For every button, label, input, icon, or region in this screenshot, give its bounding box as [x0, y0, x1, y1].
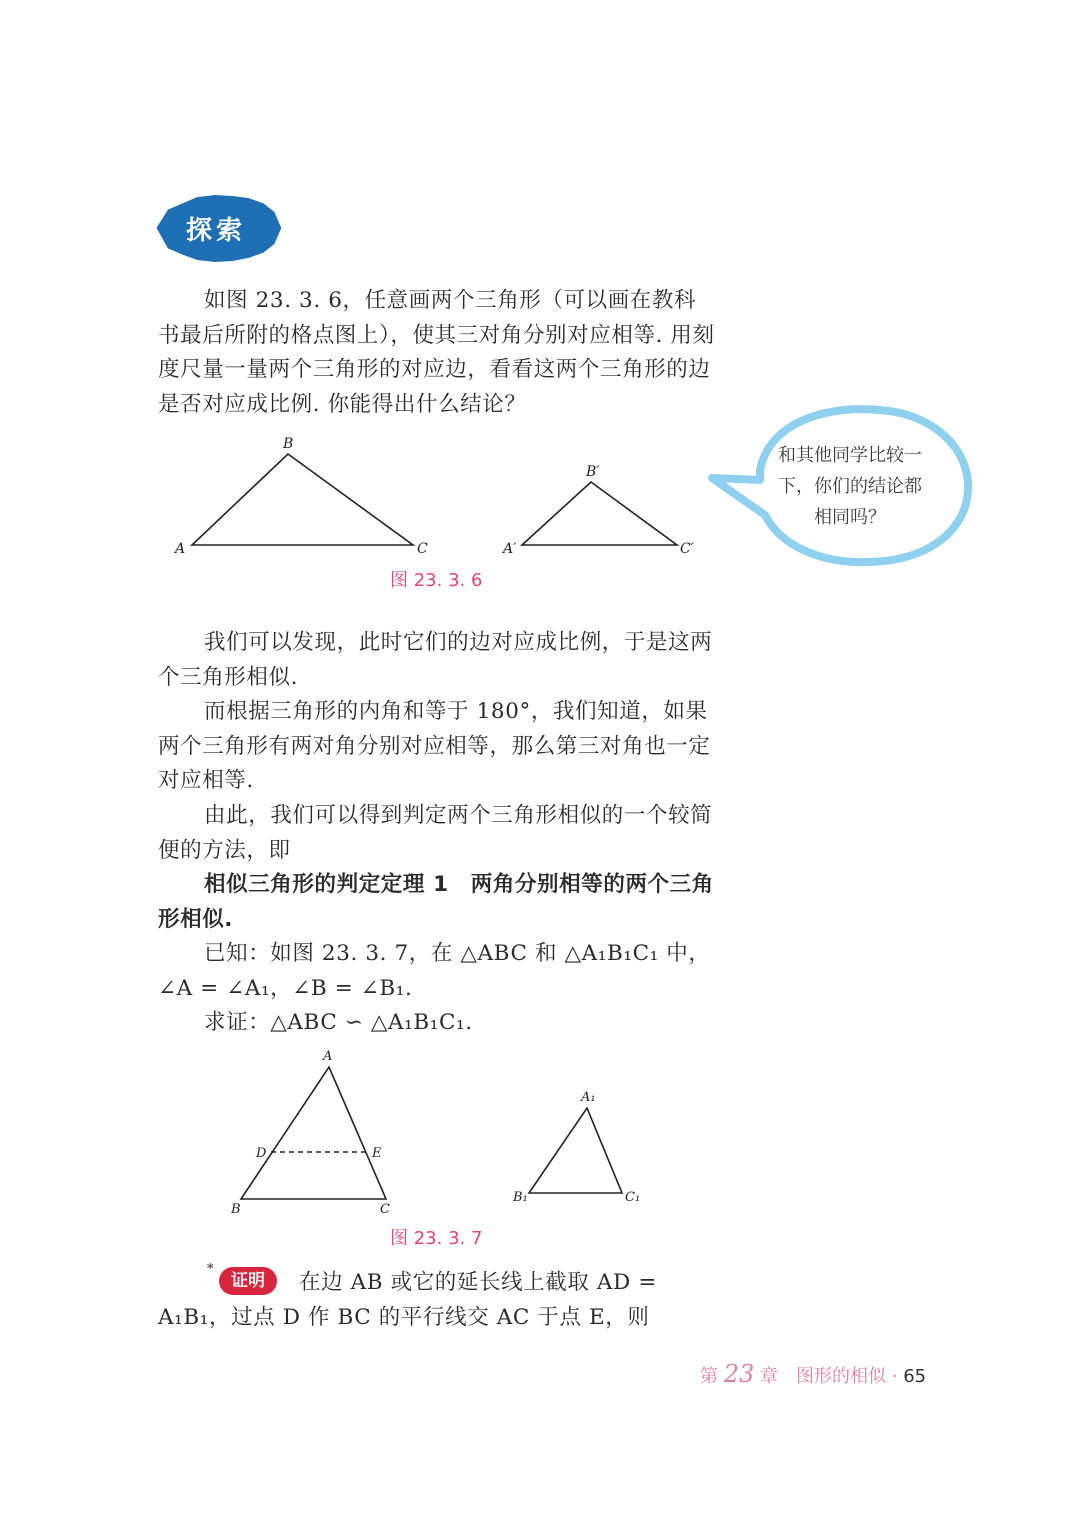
label2-B1: B₁ [513, 1190, 528, 1205]
page-number: 65 [903, 1366, 927, 1387]
label-B: B [283, 436, 294, 452]
label-C-prime: C′ [680, 541, 694, 557]
label2-A: A [323, 1049, 333, 1064]
footer-chapter-prefix: 第 [700, 1366, 718, 1387]
proof-badge: 证明 [219, 1267, 277, 1295]
theorem-statement: 相似三角形的判定定理 1 两角分别相等的两个三角形相似. [158, 872, 714, 932]
label2-D: D [256, 1146, 267, 1161]
footer-chapter-number: 23 [723, 1360, 755, 1388]
triangle-A1B1C1 [529, 1108, 622, 1193]
footer-chapter-title: 章 图形的相似 · [760, 1366, 898, 1387]
figure-2-caption: 图 23. 3. 7 [390, 1228, 483, 1249]
label2-E: E [372, 1146, 382, 1161]
triangle-ABC-large [241, 1067, 386, 1199]
figure-2-triangles [230, 1049, 640, 1217]
figure-1-triangles [173, 436, 695, 557]
label-A-prime: A′ [503, 541, 517, 557]
triangle-abc [192, 454, 413, 545]
triangle-a-prime [522, 482, 677, 545]
explore-paragraph: 如图 23. 3. 6，任意画两个三角形（可以画在教科书最后所附的格点图上），使其三对角分别对应相等. 用刻度尺量一量两个三角形的对应边，看看这两个三角形的边是否对应成比例. 你能得出什么结论？ [158, 288, 715, 417]
explore-badge: 探索 [186, 216, 247, 246]
given-statement: 已知：如图 23. 3. 7，在 △ABC 和 △A₁B₁C₁ 中，∠A = ∠A₁，∠B = ∠B₁. [158, 941, 711, 1001]
paragraph-1: 我们可以发现，此时它们的边对应成比例，于是这两个三角形相似. [158, 630, 713, 690]
label2-C1: C₁ [625, 1190, 641, 1205]
label2-C: C [380, 1202, 390, 1217]
proof-star: * [207, 1262, 214, 1277]
label-B-prime: B′ [586, 464, 600, 480]
bubble-text: 和其他同学比较一下，你们的结论都相同吗？ [778, 445, 922, 528]
label2-B: B [231, 1202, 241, 1217]
label-A: A [175, 541, 186, 557]
paragraph-3: 由此，我们可以得到判定两个三角形相似的一个较简便的方法，即 [158, 803, 713, 863]
label2-A1: A₁ [581, 1090, 596, 1105]
prove-statement: 求证：△ABC ∽ △A₁B₁C₁. [204, 1010, 473, 1035]
proof-text: 在边 AB 或它的延长线上截取 AD = A₁B₁，过点 D 作 BC 的平行线交 AC 于点 E，则 [158, 1270, 657, 1330]
label-C: C [417, 541, 428, 557]
figure-1-caption: 图 23. 3. 6 [390, 570, 483, 591]
page-footer [700, 1360, 926, 1388]
paragraph-2: 而根据三角形的内角和等于 180°，我们知道，如果两个三角形有两对角分别对应相等，那么第三对角也一定对应相等. [158, 699, 711, 793]
